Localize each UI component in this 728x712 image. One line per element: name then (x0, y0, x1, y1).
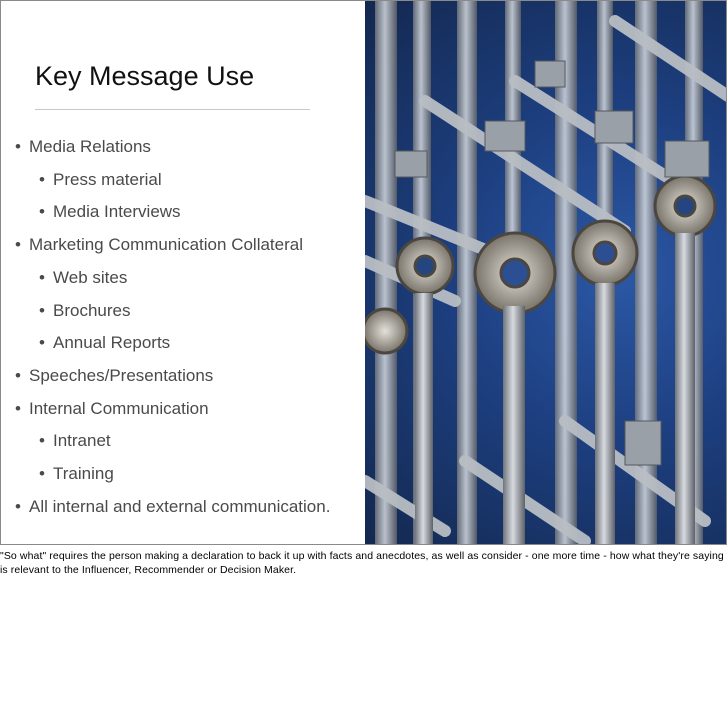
bullet-dot: • (39, 464, 45, 483)
keys-photo (365, 1, 727, 545)
speaker-notes: "So what" requires the person making a declaration to back it up with facts and anecdotes, as well as consider - one more time - how what they're saying is relevant to the Influencer, Recommender or Decision Maker. (0, 550, 724, 576)
bullet-dot: • (39, 202, 45, 222)
bullet-dot: • (15, 235, 21, 255)
bullet-dot: • (39, 300, 45, 320)
bullet-dot: • (39, 431, 45, 451)
sub-bullet-item (39, 268, 127, 288)
bullet-text: Speeches/Presentations (29, 365, 214, 385)
bullet-text: Annual Reports (53, 333, 171, 353)
sub-bullet-item (39, 170, 162, 190)
sub-bullet-item (39, 202, 181, 222)
sub-bullet-item (39, 301, 130, 321)
bullet-text: Media Interviews (53, 202, 181, 222)
sub-bullet-item (39, 333, 170, 353)
bullet-text: Web sites (53, 267, 128, 287)
bullet-text: Press material (53, 169, 162, 189)
sub-bullet-item (39, 464, 114, 484)
bullet-item (15, 399, 209, 419)
bullet-dot: • (15, 496, 21, 516)
bullet-text: Training (53, 464, 114, 483)
title-divider (35, 109, 310, 110)
keys-illustration (365, 1, 727, 545)
bullet-item (15, 497, 330, 517)
bullet-item (15, 137, 151, 157)
sub-bullet-item (39, 431, 111, 451)
bullet-item (15, 366, 213, 386)
bullet-text: Marketing Communication Collateral (29, 235, 304, 255)
bullet-text: Internal Communication (29, 398, 209, 418)
bullet-dot: • (15, 137, 21, 156)
bullet-dot: • (39, 169, 45, 189)
bullet-dot: • (39, 333, 45, 353)
bullet-dot: • (15, 398, 21, 418)
bullet-text: Intranet (53, 431, 111, 451)
bullet-text: All internal and external communication. (29, 496, 331, 516)
bullet-item (15, 235, 303, 255)
bullet-dot: • (39, 267, 45, 287)
bullet-text: Brochures (53, 300, 131, 320)
bullet-text: Media Relations (29, 137, 151, 156)
slide-title: Key Message Use (35, 61, 255, 91)
bullet-dot: • (15, 365, 21, 385)
